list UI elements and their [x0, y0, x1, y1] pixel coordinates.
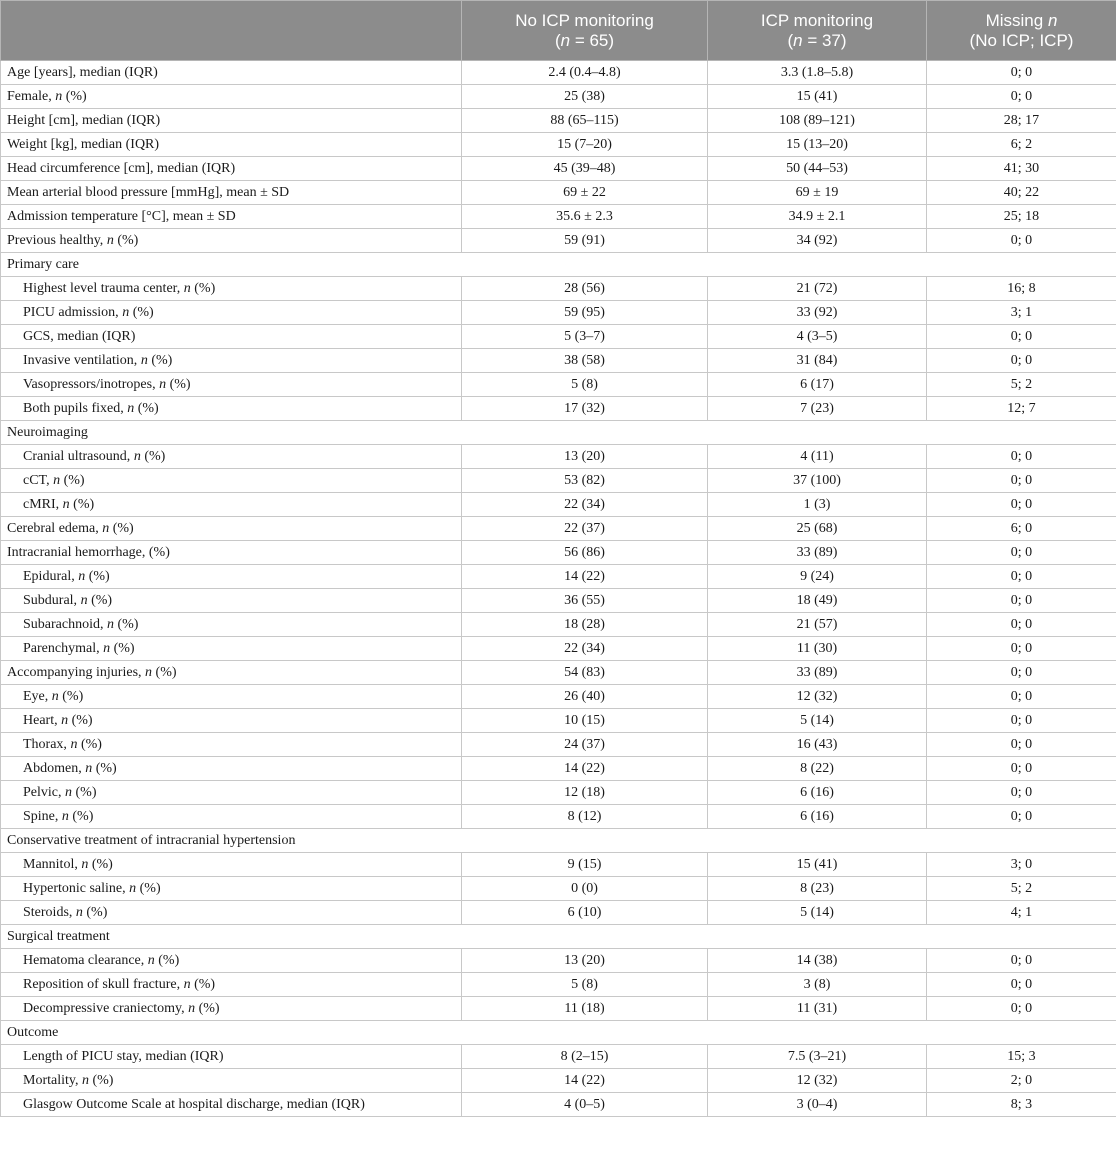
cell-missing: 6; 2: [927, 133, 1116, 157]
cell-missing: 15; 3: [927, 1045, 1116, 1069]
table-row: [1, 589, 1116, 613]
cell-icp: 11 (30): [708, 637, 927, 661]
header-blank: [1, 1, 462, 61]
row-label: Parenchymal, n (%): [1, 637, 462, 661]
cell-missing: 0; 0: [927, 613, 1116, 637]
row-label: Glasgow Outcome Scale at hospital discharge, median (IQR): [1, 1093, 462, 1117]
cell-icp: 31 (84): [708, 349, 927, 373]
cell-icp: 37 (100): [708, 469, 927, 493]
header-icp-title: ICP monitoring: [760, 10, 874, 30]
cell-icp: 25 (68): [708, 517, 927, 541]
cell-no-icp: 54 (83): [462, 661, 708, 685]
section-label: Neuroimaging: [1, 421, 1116, 445]
table-row: [1, 541, 1116, 565]
row-label: Invasive ventilation, n (%): [1, 349, 462, 373]
table-row: [1, 61, 1116, 85]
table-row: [1, 373, 1116, 397]
row-label: Steroids, n (%): [1, 901, 462, 925]
cell-missing: 0; 0: [927, 661, 1116, 685]
cell-no-icp: 56 (86): [462, 541, 708, 565]
cell-no-icp: 59 (95): [462, 301, 708, 325]
cell-icp: 12 (32): [708, 1069, 927, 1093]
cell-icp: 12 (32): [708, 685, 927, 709]
cell-no-icp: 4 (0–5): [462, 1093, 708, 1117]
cell-no-icp: 5 (3–7): [462, 325, 708, 349]
header-missing: [927, 1, 1116, 61]
cell-missing: 0; 0: [927, 325, 1116, 349]
header-icp-n: (n = 37): [787, 30, 847, 50]
table-row: [1, 205, 1116, 229]
cell-no-icp: 2.4 (0.4–4.8): [462, 61, 708, 85]
section-row: [1, 829, 1116, 853]
table-row: [1, 301, 1116, 325]
header-missing-sub: (No ICP; ICP): [969, 30, 1074, 50]
cell-no-icp: 8 (12): [462, 805, 708, 829]
cell-missing: 41; 30: [927, 157, 1116, 181]
row-label: Spine, n (%): [1, 805, 462, 829]
row-label: GCS, median (IQR): [1, 325, 462, 349]
row-label: Hypertonic saline, n (%): [1, 877, 462, 901]
table-row: [1, 469, 1116, 493]
cell-icp: 21 (72): [708, 277, 927, 301]
cell-no-icp: 59 (91): [462, 229, 708, 253]
cell-missing: 0; 0: [927, 541, 1116, 565]
cell-no-icp: 17 (32): [462, 397, 708, 421]
cell-missing: 0; 0: [927, 973, 1116, 997]
cell-icp: 6 (17): [708, 373, 927, 397]
row-label: Previous healthy, n (%): [1, 229, 462, 253]
table-row: [1, 733, 1116, 757]
row-label: Subarachnoid, n (%): [1, 613, 462, 637]
cell-icp: 11 (31): [708, 997, 927, 1021]
cell-missing: 0; 0: [927, 685, 1116, 709]
cell-icp: 7.5 (3–21): [708, 1045, 927, 1069]
cell-missing: 40; 22: [927, 181, 1116, 205]
row-label: Mortality, n (%): [1, 1069, 462, 1093]
table-row: [1, 133, 1116, 157]
cell-no-icp: 25 (38): [462, 85, 708, 109]
cell-missing: 6; 0: [927, 517, 1116, 541]
row-label: Reposition of skull fracture, n (%): [1, 973, 462, 997]
cell-no-icp: 15 (7–20): [462, 133, 708, 157]
cell-missing: 3; 1: [927, 301, 1116, 325]
cell-missing: 28; 17: [927, 109, 1116, 133]
cell-no-icp: 88 (65–115): [462, 109, 708, 133]
table-row: [1, 1045, 1116, 1069]
section-label: Outcome: [1, 1021, 1116, 1045]
cell-icp: 69 ± 19: [708, 181, 927, 205]
cell-icp: 3 (0–4): [708, 1093, 927, 1117]
cell-no-icp: 22 (34): [462, 637, 708, 661]
table-row: [1, 613, 1116, 637]
cell-icp: 33 (89): [708, 541, 927, 565]
cell-no-icp: 22 (37): [462, 517, 708, 541]
cell-missing: 0; 0: [927, 85, 1116, 109]
table-row: [1, 637, 1116, 661]
row-label: Decompressive craniectomy, n (%): [1, 997, 462, 1021]
table-row: [1, 445, 1116, 469]
row-label: Cranial ultrasound, n (%): [1, 445, 462, 469]
cell-icp: 8 (22): [708, 757, 927, 781]
cell-icp: 34.9 ± 2.1: [708, 205, 927, 229]
header-no-icp: [462, 1, 708, 61]
table-row: [1, 1093, 1116, 1117]
cell-icp: 4 (11): [708, 445, 927, 469]
header-row: [1, 1, 1116, 61]
table-row: [1, 517, 1116, 541]
cell-icp: 50 (44–53): [708, 157, 927, 181]
header-icp: [708, 1, 927, 61]
cell-icp: 33 (92): [708, 301, 927, 325]
cell-missing: 0; 0: [927, 349, 1116, 373]
cell-no-icp: 5 (8): [462, 973, 708, 997]
cell-missing: 0; 0: [927, 781, 1116, 805]
cell-missing: 0; 0: [927, 229, 1116, 253]
cell-missing: 0; 0: [927, 733, 1116, 757]
section-label: Conservative treatment of intracranial hypertension: [1, 829, 1116, 853]
cell-no-icp: 5 (8): [462, 373, 708, 397]
cell-no-icp: 28 (56): [462, 277, 708, 301]
table-row: [1, 277, 1116, 301]
cell-icp: 21 (57): [708, 613, 927, 637]
cell-no-icp: 10 (15): [462, 709, 708, 733]
row-label: Head circumference [cm], median (IQR): [1, 157, 462, 181]
cell-missing: 2; 0: [927, 1069, 1116, 1093]
row-label: Mannitol, n (%): [1, 853, 462, 877]
cell-no-icp: 14 (22): [462, 757, 708, 781]
cell-icp: 5 (14): [708, 709, 927, 733]
table-row: [1, 397, 1116, 421]
table-row: [1, 493, 1116, 517]
table-row: [1, 781, 1116, 805]
cell-missing: 12; 7: [927, 397, 1116, 421]
row-label: Age [years], median (IQR): [1, 61, 462, 85]
row-label: cCT, n (%): [1, 469, 462, 493]
table-row: [1, 1069, 1116, 1093]
cell-missing: 25; 18: [927, 205, 1116, 229]
cell-icp: 7 (23): [708, 397, 927, 421]
section-row: [1, 925, 1116, 949]
cell-icp: 14 (38): [708, 949, 927, 973]
cell-icp: 15 (13–20): [708, 133, 927, 157]
cell-no-icp: 13 (20): [462, 445, 708, 469]
table-row: [1, 157, 1116, 181]
cell-icp: 3.3 (1.8–5.8): [708, 61, 927, 85]
section-row: [1, 1021, 1116, 1045]
table-row: [1, 805, 1116, 829]
cell-no-icp: 38 (58): [462, 349, 708, 373]
cell-no-icp: 9 (15): [462, 853, 708, 877]
cell-missing: 0; 0: [927, 445, 1116, 469]
cell-no-icp: 35.6 ± 2.3: [462, 205, 708, 229]
section-row: [1, 421, 1116, 445]
cell-missing: 4; 1: [927, 901, 1116, 925]
table-row: [1, 853, 1116, 877]
cell-no-icp: 22 (34): [462, 493, 708, 517]
table-row: [1, 349, 1116, 373]
cell-icp: 5 (14): [708, 901, 927, 925]
table-row: [1, 565, 1116, 589]
cell-no-icp: 36 (55): [462, 589, 708, 613]
table-row: [1, 709, 1116, 733]
cell-icp: 15 (41): [708, 853, 927, 877]
table-row: [1, 973, 1116, 997]
row-label: Pelvic, n (%): [1, 781, 462, 805]
cell-icp: 8 (23): [708, 877, 927, 901]
table-row: [1, 757, 1116, 781]
row-label: Eye, n (%): [1, 685, 462, 709]
cell-missing: 0; 0: [927, 757, 1116, 781]
row-label: Highest level trauma center, n (%): [1, 277, 462, 301]
cell-no-icp: 45 (39–48): [462, 157, 708, 181]
cell-no-icp: 18 (28): [462, 613, 708, 637]
row-label: Epidural, n (%): [1, 565, 462, 589]
row-label: Length of PICU stay, median (IQR): [1, 1045, 462, 1069]
cell-no-icp: 13 (20): [462, 949, 708, 973]
row-label: cMRI, n (%): [1, 493, 462, 517]
cell-icp: 15 (41): [708, 85, 927, 109]
cell-no-icp: 8 (2–15): [462, 1045, 708, 1069]
cell-icp: 16 (43): [708, 733, 927, 757]
row-label: Height [cm], median (IQR): [1, 109, 462, 133]
cell-icp: 3 (8): [708, 973, 927, 997]
cell-missing: 0; 0: [927, 949, 1116, 973]
header-no-icp-n: (n = 65): [554, 30, 615, 50]
cell-missing: 0; 0: [927, 565, 1116, 589]
row-label: Abdomen, n (%): [1, 757, 462, 781]
table-row: [1, 661, 1116, 685]
row-label: Subdural, n (%): [1, 589, 462, 613]
row-label: Weight [kg], median (IQR): [1, 133, 462, 157]
cell-no-icp: 26 (40): [462, 685, 708, 709]
table-row: [1, 685, 1116, 709]
cell-icp: 9 (24): [708, 565, 927, 589]
cell-no-icp: 69 ± 22: [462, 181, 708, 205]
cell-icp: 18 (49): [708, 589, 927, 613]
table-row: [1, 109, 1116, 133]
cell-icp: 34 (92): [708, 229, 927, 253]
row-label: Mean arterial blood pressure [mmHg], mean ± SD: [1, 181, 462, 205]
cell-no-icp: 6 (10): [462, 901, 708, 925]
row-label: Hematoma clearance, n (%): [1, 949, 462, 973]
cell-missing: 0; 0: [927, 637, 1116, 661]
cell-missing: 0; 0: [927, 997, 1116, 1021]
table-row: [1, 949, 1116, 973]
cell-missing: 16; 8: [927, 277, 1116, 301]
cell-missing: 5; 2: [927, 877, 1116, 901]
cell-no-icp: 12 (18): [462, 781, 708, 805]
cell-missing: 5; 2: [927, 373, 1116, 397]
cell-missing: 0; 0: [927, 709, 1116, 733]
cell-icp: 6 (16): [708, 805, 927, 829]
table-row: [1, 85, 1116, 109]
cell-missing: 3; 0: [927, 853, 1116, 877]
table-row: [1, 877, 1116, 901]
cell-no-icp: 14 (22): [462, 1069, 708, 1093]
cell-icp: 6 (16): [708, 781, 927, 805]
row-label: Intracranial hemorrhage, (%): [1, 541, 462, 565]
row-label: Admission temperature [°C], mean ± SD: [1, 205, 462, 229]
row-label: PICU admission, n (%): [1, 301, 462, 325]
row-label: Female, n (%): [1, 85, 462, 109]
cell-icp: 33 (89): [708, 661, 927, 685]
cell-no-icp: 0 (0): [462, 877, 708, 901]
cell-missing: 0; 0: [927, 589, 1116, 613]
cell-icp: 4 (3–5): [708, 325, 927, 349]
section-label: Primary care: [1, 253, 1116, 277]
table-body: [1, 61, 1116, 1117]
cell-missing: 8; 3: [927, 1093, 1116, 1117]
cell-missing: 0; 0: [927, 805, 1116, 829]
table-header: [1, 1, 1116, 61]
cell-icp: 1 (3): [708, 493, 927, 517]
row-label: Vasopressors/inotropes, n (%): [1, 373, 462, 397]
cell-no-icp: 11 (18): [462, 997, 708, 1021]
cell-no-icp: 53 (82): [462, 469, 708, 493]
cell-no-icp: 24 (37): [462, 733, 708, 757]
cell-missing: 0; 0: [927, 493, 1116, 517]
cell-no-icp: 14 (22): [462, 565, 708, 589]
table-row: [1, 229, 1116, 253]
cell-missing: 0; 0: [927, 469, 1116, 493]
row-label: Cerebral edema, n (%): [1, 517, 462, 541]
section-label: Surgical treatment: [1, 925, 1116, 949]
row-label: Both pupils fixed, n (%): [1, 397, 462, 421]
row-label: Thorax, n (%): [1, 733, 462, 757]
cell-icp: 108 (89–121): [708, 109, 927, 133]
row-label: Accompanying injuries, n (%): [1, 661, 462, 685]
table-row: [1, 181, 1116, 205]
header-no-icp-title: No ICP monitoring: [515, 10, 654, 30]
row-label: Heart, n (%): [1, 709, 462, 733]
cell-missing: 0; 0: [927, 61, 1116, 85]
table-row: [1, 325, 1116, 349]
table-row: [1, 901, 1116, 925]
table-row: [1, 997, 1116, 1021]
header-missing-title: Missing n: [985, 10, 1058, 30]
section-row: [1, 253, 1116, 277]
